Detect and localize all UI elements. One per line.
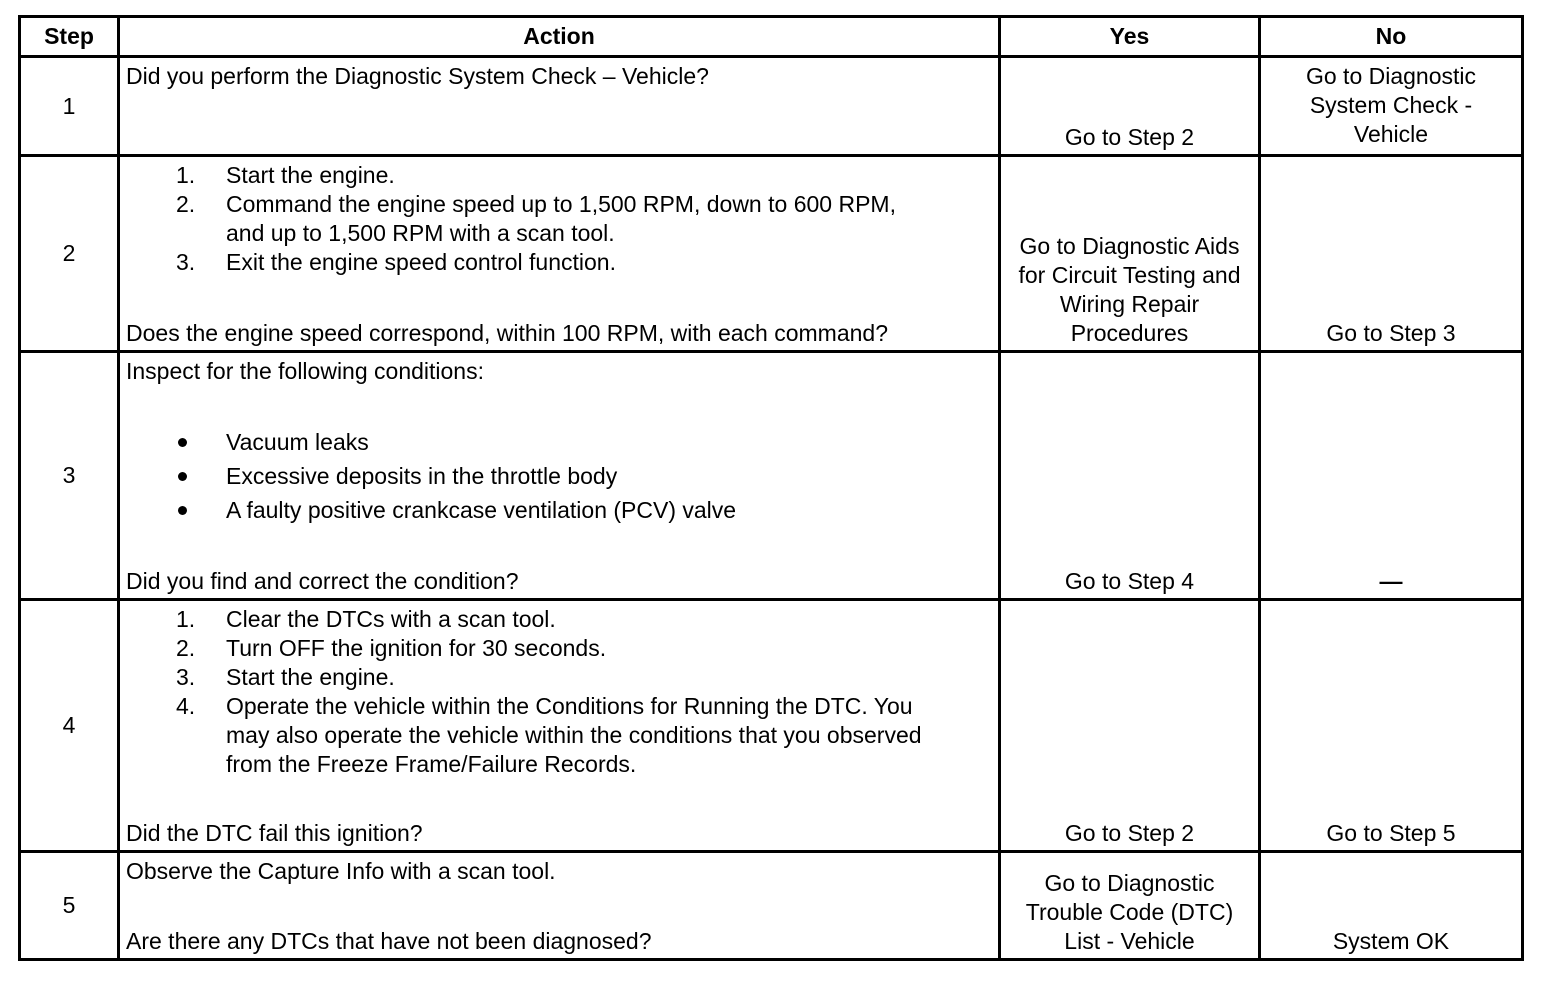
- yes-result: Go to Step 4: [1064, 568, 1195, 594]
- header-step: Step: [20, 17, 119, 57]
- action-cell: [119, 156, 1000, 352]
- table-row: [20, 156, 1523, 352]
- yes-result: Go to Step 2: [1064, 820, 1195, 846]
- action-question: Did you perform the Diagnostic System Check – Vehicle?: [126, 63, 709, 89]
- list-item: 1. Start the engine.: [176, 162, 395, 188]
- no-result-line: Vehicle: [1353, 121, 1429, 147]
- action-intro: Inspect for the following conditions:: [126, 358, 484, 384]
- yes-result-line: Go to Diagnostic Aids: [1019, 233, 1240, 259]
- list-item: 1. Clear the DTCs with a scan tool.: [176, 606, 556, 632]
- no-result-line: System Check -: [1309, 92, 1473, 118]
- action-step-list: [126, 605, 992, 779]
- yes-result: [1001, 232, 1258, 348]
- yes-result-line: List - Vehicle: [1064, 928, 1195, 954]
- yes-result-line: Wiring Repair: [1059, 291, 1200, 317]
- list-item: 2. Command the engine speed up to 1,500 RPM, down to 600 RPM, and up to 1,500 RPM with a scan tool.: [176, 191, 896, 246]
- step-number: 4: [20, 600, 119, 852]
- bullet-icon: [178, 472, 187, 481]
- action-step-list: [126, 161, 992, 277]
- table-row: [20, 57, 1523, 156]
- action-cell: [119, 600, 1000, 852]
- header-action: Action: [119, 17, 1000, 57]
- yes-cell: [1000, 600, 1260, 852]
- yes-result-line: Trouble Code (DTC): [1025, 899, 1234, 925]
- action-cell: [119, 57, 1000, 156]
- table-row: [20, 600, 1523, 852]
- yes-cell: [1000, 156, 1260, 352]
- action-cell: [119, 352, 1000, 600]
- list-item: 4. Operate the vehicle within the Conditions for Running the DTC. You may also operate the vehicle within the conditions that you observed from the Freeze Frame/Failure Records.: [176, 693, 922, 777]
- table-row: [20, 852, 1523, 960]
- no-cell: [1260, 352, 1523, 600]
- table-row: [20, 352, 1523, 600]
- action-intro: Observe the Capture Info with a scan tool.: [126, 858, 556, 884]
- list-item: Excessive deposits in the throttle body: [126, 459, 992, 493]
- yes-result-line: Go to Diagnostic: [1044, 870, 1215, 896]
- header-no: No: [1260, 17, 1523, 57]
- action-question: Did the DTC fail this ignition?: [126, 820, 423, 846]
- no-cell: [1260, 600, 1523, 852]
- list-item: A faulty positive crankcase ventilation (PCV) valve: [126, 493, 992, 527]
- action-question: Did you find and correct the condition?: [126, 568, 519, 594]
- header-yes: Yes: [1000, 17, 1260, 57]
- yes-cell: [1000, 57, 1260, 156]
- step-number: 5: [20, 852, 119, 960]
- action-cell: [119, 852, 1000, 960]
- list-item: Vacuum leaks: [126, 425, 992, 459]
- yes-result-line: for Circuit Testing and: [1018, 262, 1241, 288]
- condition-list: [126, 425, 992, 527]
- bullet-icon: [178, 506, 187, 515]
- no-result-line: Go to Diagnostic: [1305, 63, 1477, 89]
- step-number: 1: [20, 57, 119, 156]
- no-result: Go to Step 3: [1326, 320, 1456, 346]
- no-result: System OK: [1332, 928, 1450, 954]
- no-cell: [1260, 852, 1523, 960]
- yes-cell: [1000, 352, 1260, 600]
- action-question: Does the engine speed correspond, within 100 RPM, with each command?: [126, 320, 888, 346]
- no-result: —: [1379, 568, 1403, 594]
- diagnostic-table: [18, 15, 1524, 961]
- no-cell: [1260, 57, 1523, 156]
- yes-result-line: Procedures: [1070, 320, 1189, 346]
- list-item: 3. Exit the engine speed control function.: [176, 249, 616, 275]
- no-result: Go to Step 5: [1326, 820, 1456, 846]
- list-item: 2. Turn OFF the ignition for 30 seconds.: [176, 635, 607, 661]
- yes-cell: [1000, 852, 1260, 960]
- no-cell: [1260, 156, 1523, 352]
- yes-result: Go to Step 2: [1064, 124, 1195, 150]
- action-question: Are there any DTCs that have not been diagnosed?: [126, 928, 652, 954]
- header-row: [20, 17, 1523, 57]
- bullet-icon: [178, 438, 187, 447]
- step-number: 3: [20, 352, 119, 600]
- no-result: [1261, 58, 1521, 149]
- list-item: 3. Start the engine.: [176, 664, 395, 690]
- yes-result: [1001, 869, 1258, 956]
- step-number: 2: [20, 156, 119, 352]
